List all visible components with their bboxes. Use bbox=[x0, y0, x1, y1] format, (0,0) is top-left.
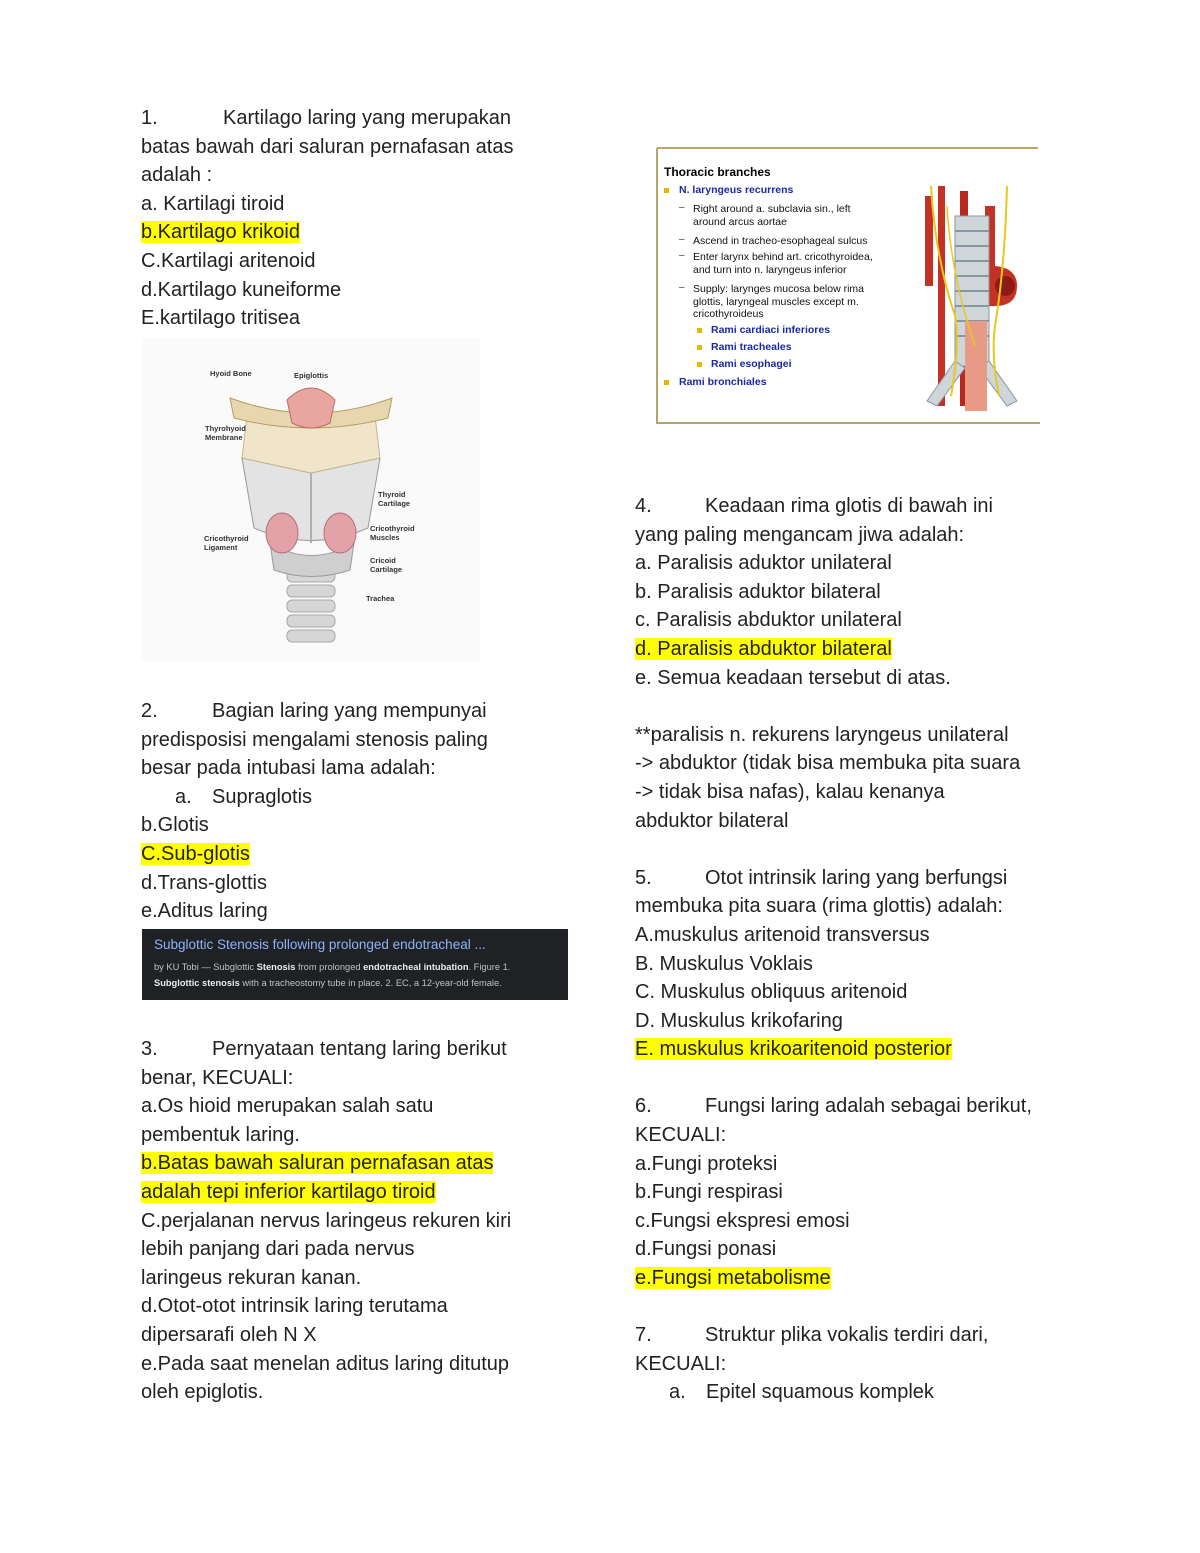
desc-bold: Stenosis bbox=[256, 962, 296, 972]
option-e-answer: E. muskulus krikoaritenoid posterior bbox=[635, 1038, 952, 1061]
dash-icon: – bbox=[679, 202, 685, 213]
desc-bold: Subglottic stenosis bbox=[154, 978, 240, 988]
dash-icon: – bbox=[679, 282, 685, 293]
option-a: a.Fungi proteksi bbox=[635, 1152, 778, 1175]
question-text: adalah : bbox=[141, 164, 213, 187]
option-b-answer: b.Kartilago krikoid bbox=[141, 221, 300, 244]
label-text: Ligament bbox=[204, 543, 238, 552]
desc-text: with a tracheostomy tube in place. 2. EC, a 12-year-old female. bbox=[239, 978, 502, 988]
question-number: 3. bbox=[141, 1038, 158, 1060]
question-text: besar pada intubasi lama adalah: bbox=[141, 757, 436, 780]
option-b: b. Paralisis aduktor bilateral bbox=[635, 580, 881, 603]
item-text: cricothyroideus bbox=[693, 308, 764, 320]
label-text: Muscles bbox=[370, 533, 400, 542]
item-enter-larynx bbox=[693, 251, 873, 276]
item-rami-esophagei: Rami esophagei bbox=[711, 358, 792, 370]
question-text: predisposisi mengalami stenosis paling bbox=[141, 728, 488, 751]
bullet-icon bbox=[664, 380, 669, 385]
question-text: yang paling mengancam jiwa adalah: bbox=[635, 523, 965, 546]
question-text: KECUALI: bbox=[635, 1124, 727, 1147]
label-text: Cartilage bbox=[378, 499, 411, 508]
item-text: Supply: larynges mucosa below rima bbox=[693, 283, 864, 295]
question-7 bbox=[635, 1321, 1075, 1407]
label-hyoid-bone: Hyoid Bone bbox=[210, 369, 252, 378]
item-supply bbox=[693, 283, 864, 321]
question-5 bbox=[635, 864, 1075, 1064]
item-text: around arcus aortae bbox=[693, 215, 787, 228]
label-cricothyroid-muscles bbox=[370, 524, 415, 542]
explanation-note: abduktor bilateral bbox=[635, 809, 789, 832]
explanation-note: -> abduktor (tidak bisa membuka pita suara bbox=[635, 752, 1021, 775]
larynx-illustration bbox=[142, 338, 480, 661]
label-thyroid-cartilage bbox=[378, 490, 410, 508]
desc-bold: endotracheal intubation bbox=[363, 962, 469, 972]
item-rami-bronchiales: Rami bronchiales bbox=[679, 376, 767, 388]
option-b-answer-cont: adalah tepi inferior kartilago tiroid bbox=[141, 1180, 436, 1203]
label-text: Membrane bbox=[205, 433, 243, 442]
option-c: c.Fungsi ekspresi emosi bbox=[635, 1209, 850, 1232]
label-epiglottis: Epiglottis bbox=[294, 371, 329, 380]
option-letter: a. bbox=[669, 1381, 686, 1404]
option-a: a.Os hioid merupakan salah satu bbox=[141, 1095, 434, 1118]
bullet-icon bbox=[664, 188, 669, 193]
thoracic-branches-figure bbox=[655, 146, 1040, 426]
question-text: batas bawah dari saluran pernafasan atas bbox=[141, 135, 514, 158]
question-4 bbox=[635, 492, 1075, 835]
bullet-icon bbox=[697, 345, 702, 350]
question-text: KECUALI: bbox=[635, 1352, 727, 1375]
question-text: membuka pita suara (rima glottis) adalah: bbox=[635, 895, 1003, 918]
option-e-cont: oleh epiglotis. bbox=[141, 1381, 264, 1404]
option-a: a. Paralisis aduktor unilateral bbox=[635, 552, 892, 575]
label-text: Cricoid bbox=[370, 556, 396, 565]
option-b: b.Fungi respirasi bbox=[635, 1181, 783, 1204]
question-text: Pernyataan tentang laring berikut bbox=[212, 1038, 507, 1060]
figure-title: Thoracic branches bbox=[664, 165, 771, 179]
option-d-answer: d. Paralisis abduktor bilateral bbox=[635, 637, 892, 660]
option-a: A.muskulus aritenoid transversus bbox=[635, 923, 930, 946]
option-c: C.Kartilagi aritenoid bbox=[141, 249, 316, 272]
option-c: C.perjalanan nervus laringeus rekuren kiri bbox=[141, 1209, 512, 1232]
right-column bbox=[635, 492, 1075, 1407]
label-text: Thyroid bbox=[378, 490, 406, 499]
item-n-laryngeus: N. laryngeus recurrens bbox=[679, 184, 794, 196]
option-letter: a. bbox=[175, 785, 192, 808]
question-text: Otot intrinsik laring yang berfungsi bbox=[705, 866, 1008, 889]
option-e: e. Semua keadaan tersebut di atas. bbox=[635, 666, 951, 689]
question-text: Bagian laring yang mempunyai bbox=[212, 700, 487, 722]
option-d: d.Kartilago kuneiforme bbox=[141, 278, 342, 301]
question-number: 6. bbox=[635, 1095, 652, 1118]
item-text: glottis, laryngeal muscles except m. bbox=[693, 295, 859, 308]
option-c-cont: laringeus rekuran kanan. bbox=[141, 1266, 362, 1289]
label-cricothyroid-ligament bbox=[204, 534, 249, 552]
desc-text: by KU Tobi — Subglottic bbox=[154, 962, 257, 972]
option-b-answer: b.Batas bawah saluran pernafasan atas bbox=[141, 1152, 494, 1175]
search-result-screenshot bbox=[142, 929, 568, 1000]
question-number: 5. bbox=[635, 866, 652, 889]
bullet-icon bbox=[697, 362, 702, 367]
left-column-q3 bbox=[141, 1035, 561, 1407]
option-d: d.Fungsi ponasi bbox=[635, 1238, 777, 1261]
option-c-cont: lebih panjang dari pada nervus bbox=[141, 1238, 415, 1261]
question-2 bbox=[141, 697, 561, 926]
question-text: Fungsi laring adalah sebagai berikut, bbox=[705, 1095, 1032, 1118]
question-1 bbox=[141, 104, 561, 333]
option-a-cont: pembentuk laring. bbox=[141, 1123, 300, 1146]
label-text: Cartilage bbox=[370, 565, 403, 574]
desc-text: from prolonged bbox=[295, 962, 364, 972]
question-number: 2. bbox=[141, 700, 158, 722]
explanation-note: **paralisis n. rekurens laryngeus unilateral bbox=[635, 723, 1009, 746]
bullet-icon bbox=[697, 328, 702, 333]
option-d: d.Trans-glottis bbox=[141, 871, 267, 894]
explanation-note: -> tidak bisa nafas), kalau kenanya bbox=[635, 780, 945, 803]
left-column bbox=[141, 104, 561, 333]
question-text: Struktur plika vokalis terdiri dari, bbox=[705, 1324, 989, 1347]
label-text: Cricothyroid bbox=[204, 534, 249, 543]
item-ascend: Ascend in tracheo-esophageal sulcus bbox=[693, 235, 868, 247]
larynx-anatomy-figure bbox=[142, 338, 480, 661]
question-text: Kartilago laring yang merupakan bbox=[223, 107, 511, 129]
option-e: E.kartilago tritisea bbox=[141, 307, 300, 330]
option-d: D. Muskulus krikofaring bbox=[635, 1009, 843, 1032]
label-thyrohyoid bbox=[205, 424, 246, 442]
question-text: Keadaan rima glotis di bawah ini bbox=[705, 495, 993, 517]
option-b: B. Muskulus Voklais bbox=[635, 952, 813, 975]
desc-text: . Figure 1. bbox=[468, 962, 511, 972]
option-c-answer: C.Sub-glotis bbox=[141, 842, 250, 865]
label-text: Cricothyroid bbox=[370, 524, 415, 533]
question-3 bbox=[141, 1035, 561, 1407]
item-text: Right around a. subclavia sin., left bbox=[693, 203, 851, 215]
dash-icon: – bbox=[679, 250, 685, 261]
dash-icon: – bbox=[679, 234, 685, 245]
question-number: 7. bbox=[635, 1324, 652, 1347]
option-d: d.Otot-otot intrinsik laring terutama bbox=[141, 1295, 448, 1318]
item-rami-tracheales: Rami tracheales bbox=[711, 341, 792, 353]
option-a: Supraglotis bbox=[212, 785, 313, 808]
label-text: Thyrohyoid bbox=[205, 424, 246, 433]
option-e: e.Pada saat menelan aditus laring ditutup bbox=[141, 1352, 510, 1375]
question-6 bbox=[635, 1092, 1075, 1292]
option-a: a. Kartilagi tiroid bbox=[141, 192, 285, 215]
option-c: C. Muskulus obliquus aritenoid bbox=[635, 981, 908, 1004]
option-e: e.Aditus laring bbox=[141, 900, 268, 923]
item-right-around bbox=[693, 203, 851, 228]
search-result-title: Subglottic Stenosis following prolonged endotracheal ... bbox=[154, 937, 486, 952]
option-c: c. Paralisis abduktor unilateral bbox=[635, 609, 902, 632]
label-cricoid-cartilage bbox=[370, 556, 402, 574]
search-result-description bbox=[154, 959, 510, 991]
option-e-answer: e.Fungsi metabolisme bbox=[635, 1267, 831, 1290]
option-b: b.Glotis bbox=[141, 814, 209, 837]
left-column-lower bbox=[141, 697, 561, 926]
label-trachea: Trachea bbox=[366, 594, 395, 603]
item-text: and turn into n. laryngeus inferior bbox=[693, 263, 847, 276]
option-d-cont: dipersarafi oleh N X bbox=[141, 1323, 317, 1346]
option-a: Epitel squamous komplek bbox=[706, 1381, 934, 1404]
question-text: benar, KECUALI: bbox=[141, 1066, 294, 1089]
item-rami-cardiaci: Rami cardiaci inferiores bbox=[711, 324, 831, 336]
item-text: Enter larynx behind art. cricothyroidea, bbox=[693, 251, 873, 263]
question-number: 1. bbox=[141, 107, 158, 129]
question-number: 4. bbox=[635, 495, 652, 517]
